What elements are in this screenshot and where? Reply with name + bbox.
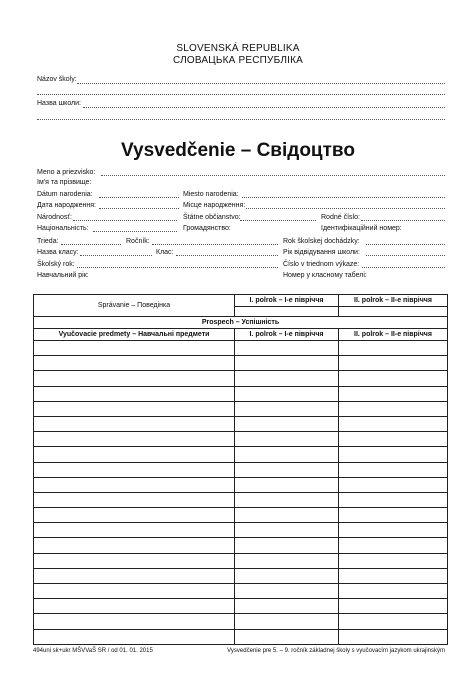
register-number-label-uk: Номер у класному табелі: <box>283 272 367 279</box>
subject-row <box>34 568 448 583</box>
footer-form-description: Vysvedčenie pre 5. – 9. ročník základnej školy s vyučovacím jazykom ukrajinským <box>227 648 445 654</box>
conduct-semester-1-cell[interactable] <box>235 307 339 317</box>
subject-semester-2-cell[interactable] <box>339 508 448 523</box>
subject-name-cell[interactable] <box>34 629 235 644</box>
subject-semester-2-cell[interactable] <box>339 492 448 507</box>
country-name-uk: СЛОВАЦЬКА РЕСПУБЛІКА <box>173 55 303 66</box>
subject-row <box>34 477 448 492</box>
prospech-heading: Prospech – Успішність <box>34 317 448 329</box>
subject-row <box>34 416 448 431</box>
class-label-sk: Trieda: <box>37 238 59 245</box>
subject-row <box>34 508 448 523</box>
subject-semester-2-cell[interactable] <box>339 599 448 614</box>
register-number-field[interactable] <box>362 267 445 268</box>
subject-name-cell[interactable] <box>34 599 235 614</box>
birth-number-field[interactable] <box>361 220 445 221</box>
school-year-label-uk: Навчальний рік: <box>37 272 89 279</box>
prospech-row <box>34 317 448 329</box>
subject-row <box>34 523 448 538</box>
conduct-semester-2-cell[interactable] <box>339 307 448 317</box>
subject-semester-1-cell[interactable] <box>235 523 339 538</box>
subject-semester-1-cell[interactable] <box>235 371 339 386</box>
subject-semester-1-cell[interactable] <box>235 477 339 492</box>
subject-semester-1-cell[interactable] <box>235 356 339 371</box>
subject-semester-2-cell[interactable] <box>339 416 448 431</box>
school-year-field[interactable] <box>77 267 278 268</box>
subject-semester-1-cell[interactable] <box>235 416 339 431</box>
subject-name-cell[interactable] <box>34 492 235 507</box>
subject-name-cell[interactable] <box>34 416 235 431</box>
subject-name-cell[interactable] <box>34 614 235 629</box>
subject-semester-2-cell[interactable] <box>339 356 448 371</box>
birth-number-label: Rodné číslo: <box>321 214 360 221</box>
birth-place-field-uk[interactable] <box>246 208 445 209</box>
subject-semester-1-cell[interactable] <box>235 538 339 553</box>
subjects-semester-2-header: II. polrok – II-е півріччя <box>339 329 448 341</box>
subject-name-cell[interactable] <box>34 401 235 416</box>
school-year-label-sk: Školský rok: <box>37 261 75 268</box>
subject-semester-2-cell[interactable] <box>339 614 448 629</box>
subject-semester-2-cell[interactable] <box>339 447 448 462</box>
subject-row <box>34 462 448 477</box>
subject-semester-1-cell[interactable] <box>235 447 339 462</box>
school-name-field-uk[interactable] <box>83 107 445 108</box>
footer-form-code: 494uni sk+ukr MŠVVaŠ SR / od 01. 01. 2015 <box>33 648 153 654</box>
citizenship-label-sk: Štátne občianstvo: <box>183 214 241 221</box>
birth-place-field[interactable] <box>242 197 445 198</box>
subject-name-cell[interactable] <box>34 568 235 583</box>
nationality-field-uk[interactable] <box>93 231 177 232</box>
subject-name-cell[interactable] <box>34 447 235 462</box>
attendance-year-field[interactable] <box>366 244 445 245</box>
subject-row <box>34 386 448 401</box>
subject-name-cell[interactable] <box>34 386 235 401</box>
grade-label-sk: Ročník: <box>126 238 150 245</box>
register-number-label-sk: Číslo v triednom výkaze: <box>283 261 360 268</box>
name-label-uk: Ім'я та прізвище: <box>37 179 92 186</box>
conduct-header-row <box>34 295 448 307</box>
grade-field[interactable] <box>152 244 278 245</box>
subjects-header-row <box>34 329 448 341</box>
name-label-sk: Meno a priezvisko: <box>37 169 96 176</box>
subject-row <box>34 432 448 447</box>
class-label-uk: Назва класу: <box>37 249 79 256</box>
subject-semester-1-cell[interactable] <box>235 401 339 416</box>
subject-semester-2-cell[interactable] <box>339 584 448 599</box>
subject-row <box>34 356 448 371</box>
citizenship-label-uk: Громадянство: <box>183 225 231 232</box>
subject-name-cell[interactable] <box>34 553 235 568</box>
subjects-header: Vyučovacie predmety – Навчальні предмети <box>34 329 235 341</box>
subject-name-cell[interactable] <box>34 432 235 447</box>
subject-semester-1-cell[interactable] <box>235 508 339 523</box>
subject-semester-2-cell[interactable] <box>339 477 448 492</box>
semester-2-header: II. polrok – II-е півріччя <box>339 295 448 307</box>
birth-date-label-sk: Dátum narodenia: <box>37 191 93 198</box>
subject-semester-1-cell[interactable] <box>235 553 339 568</box>
grades-table <box>33 294 448 645</box>
subject-semester-1-cell[interactable] <box>235 629 339 644</box>
citizenship-field[interactable] <box>240 220 316 221</box>
grade-field-uk[interactable] <box>176 255 278 256</box>
nationality-field[interactable] <box>73 220 177 221</box>
school-name-label-sk: Názov školy: <box>37 76 77 83</box>
subject-name-cell[interactable] <box>34 523 235 538</box>
subject-semester-2-cell[interactable] <box>339 386 448 401</box>
subject-row <box>34 341 448 356</box>
subject-semester-1-cell[interactable] <box>235 341 339 356</box>
subjects-semester-1-header: I. polrok – I-е півріччя <box>235 329 339 341</box>
subject-row <box>34 629 448 644</box>
id-number-label-uk: Ідентифікаційний номер: <box>321 225 402 232</box>
subject-row <box>34 538 448 553</box>
subject-name-cell[interactable] <box>34 508 235 523</box>
country-name-sk: SLOVENSKÁ REPUBLIKA <box>176 43 300 54</box>
subject-semester-1-cell[interactable] <box>235 462 339 477</box>
subject-row <box>34 401 448 416</box>
subject-semester-1-cell[interactable] <box>235 614 339 629</box>
attendance-year-label-uk: Рік відвідування школи: <box>283 249 360 256</box>
nationality-label-sk: Národnosť: <box>37 214 72 221</box>
subject-semester-1-cell[interactable] <box>235 386 339 401</box>
subject-semester-2-cell[interactable] <box>339 629 448 644</box>
subject-row <box>34 584 448 599</box>
subject-row <box>34 371 448 386</box>
subject-semester-2-cell[interactable] <box>339 401 448 416</box>
attendance-year-label-sk: Rok školskej dochádzky: <box>283 238 360 245</box>
school-name-field-2[interactable] <box>37 94 445 95</box>
subject-row <box>34 553 448 568</box>
subject-name-cell[interactable] <box>34 477 235 492</box>
class-field-uk[interactable] <box>80 255 152 256</box>
birth-place-label-uk: Місце народження: <box>183 202 246 209</box>
subject-row <box>34 492 448 507</box>
subject-semester-1-cell[interactable] <box>235 599 339 614</box>
subject-semester-1-cell[interactable] <box>235 432 339 447</box>
conduct-label: Správanie – Поведінка <box>34 295 235 317</box>
subject-semester-1-cell[interactable] <box>235 584 339 599</box>
school-name-field[interactable] <box>77 83 445 84</box>
attendance-year-field-uk[interactable] <box>366 255 445 256</box>
subject-semester-2-cell[interactable] <box>339 523 448 538</box>
semester-1-header: I. polrok – I-е півріччя <box>235 295 339 307</box>
birth-place-label-sk: Miesto narodenia: <box>183 191 239 198</box>
subject-semester-2-cell[interactable] <box>339 462 448 477</box>
subject-name-cell[interactable] <box>34 371 235 386</box>
subject-semester-2-cell[interactable] <box>339 341 448 356</box>
subject-semester-1-cell[interactable] <box>235 492 339 507</box>
subject-semester-2-cell[interactable] <box>339 432 448 447</box>
subject-name-cell[interactable] <box>34 584 235 599</box>
subject-semester-2-cell[interactable] <box>339 553 448 568</box>
subject-name-cell[interactable] <box>34 538 235 553</box>
subject-name-cell[interactable] <box>34 462 235 477</box>
school-name-field-uk-2[interactable] <box>37 119 445 120</box>
birth-date-label-uk: Дата народження: <box>37 202 96 209</box>
subject-semester-2-cell[interactable] <box>339 538 448 553</box>
subject-row <box>34 447 448 462</box>
nationality-label-uk: Національність: <box>37 225 89 232</box>
school-name-label-uk: Назва школи: <box>37 100 81 107</box>
subject-row <box>34 599 448 614</box>
class-field[interactable] <box>61 244 121 245</box>
document-title: Vysvedčenie – Свідоцтво <box>121 140 355 161</box>
subject-name-cell[interactable] <box>34 341 235 356</box>
subject-row <box>34 614 448 629</box>
subject-name-cell[interactable] <box>34 356 235 371</box>
birth-date-field[interactable] <box>99 197 179 198</box>
birth-date-field-uk[interactable] <box>99 208 179 209</box>
subject-semester-2-cell[interactable] <box>339 568 448 583</box>
subject-semester-1-cell[interactable] <box>235 568 339 583</box>
grade-label-uk: Клас: <box>156 249 174 256</box>
subject-semester-2-cell[interactable] <box>339 371 448 386</box>
name-field[interactable] <box>101 175 445 176</box>
